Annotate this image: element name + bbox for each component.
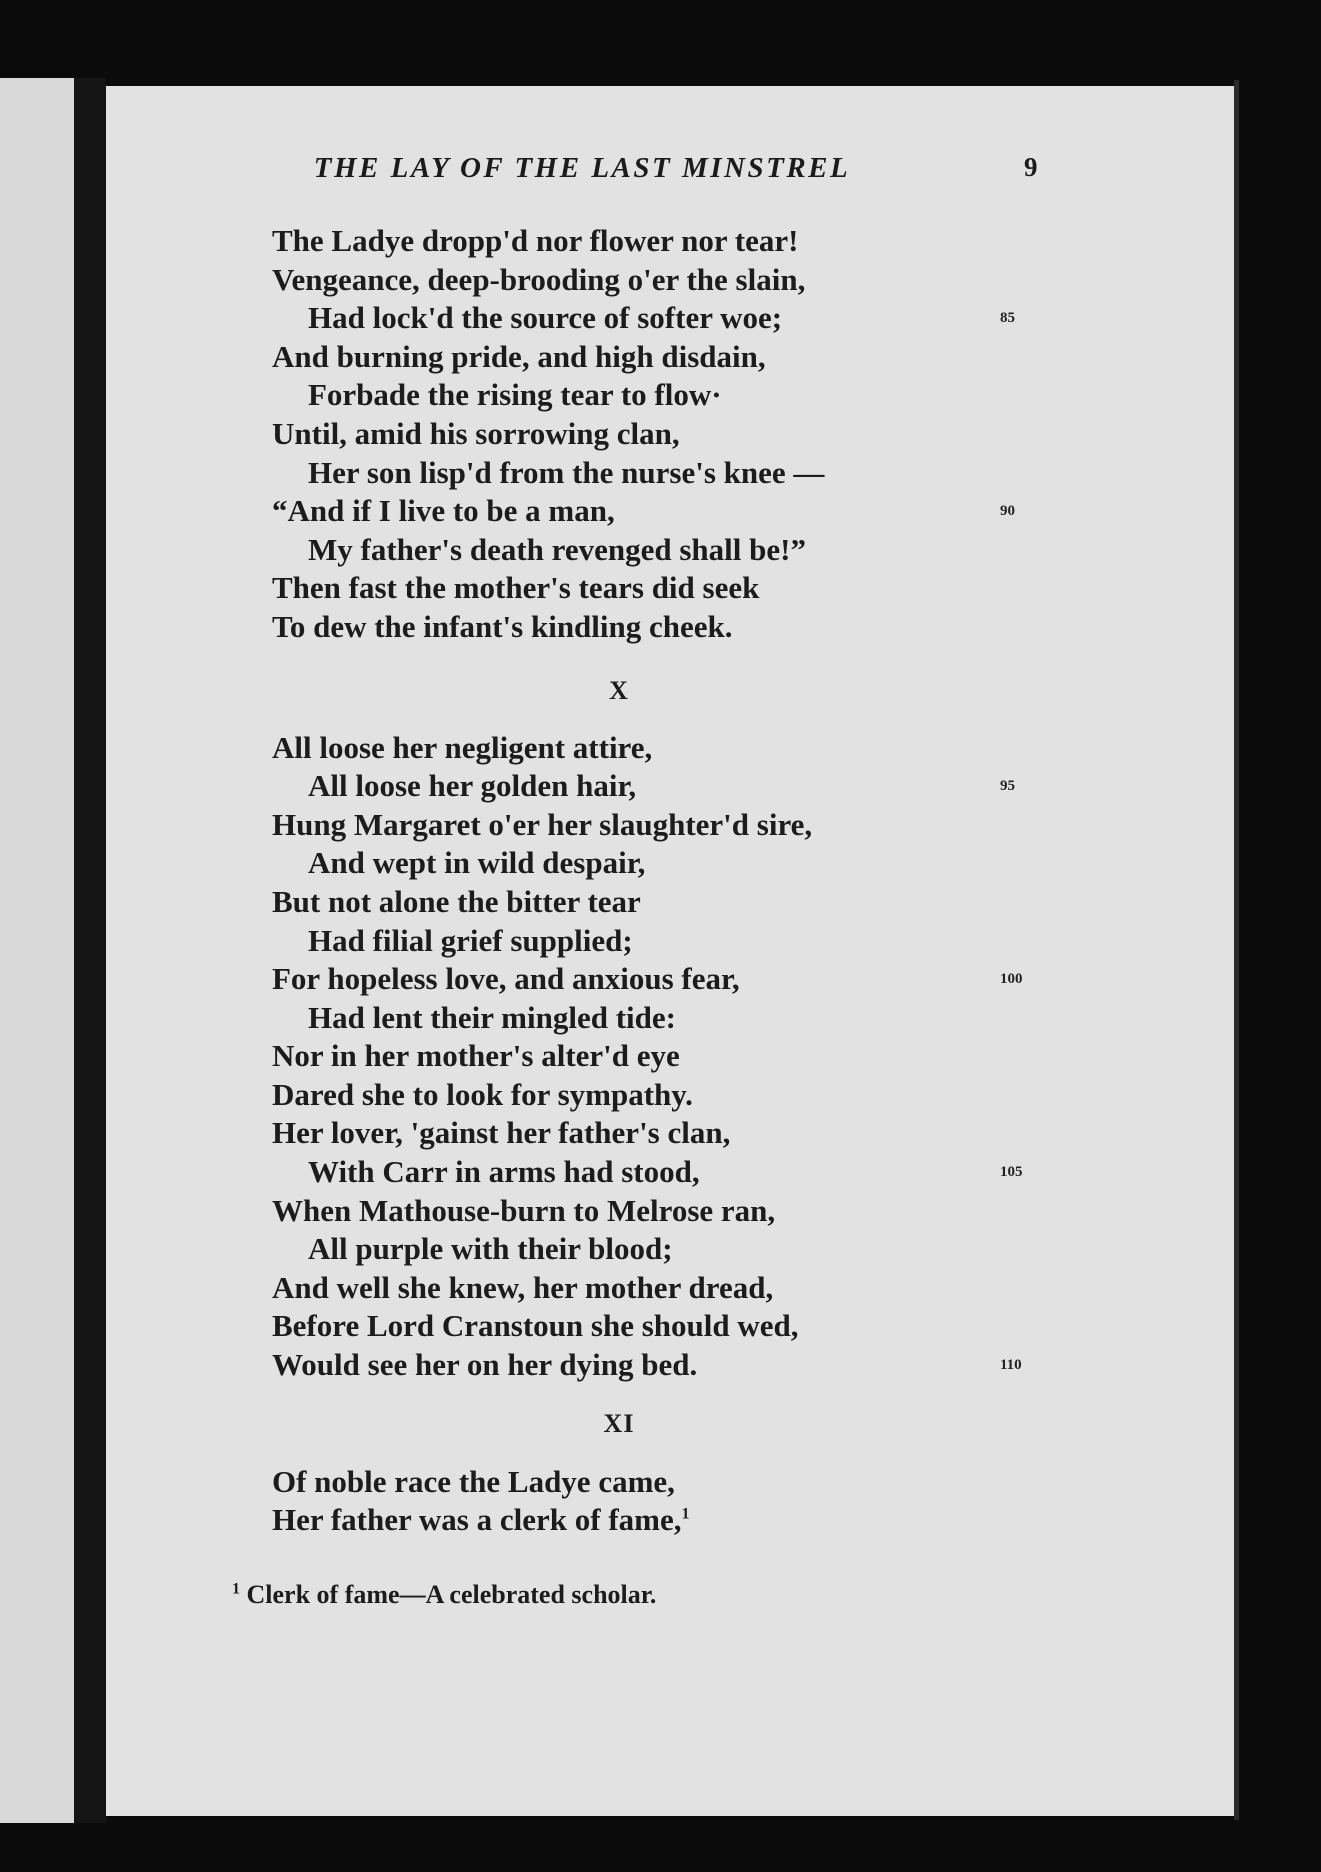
poem-line (272, 1307, 1072, 1346)
poem-line (272, 922, 1072, 961)
poem-line (272, 883, 1072, 922)
poem-line (272, 1153, 1072, 1192)
book-gutter (74, 78, 106, 1823)
poem-line (272, 1230, 1072, 1269)
poem-line-text: Had lock'd the source of softer woe; (308, 300, 783, 336)
poem-line (272, 492, 1072, 531)
poem-line-text: Vengeance, deep-brooding o'er the slain, (272, 261, 806, 297)
poem-line (272, 1114, 1072, 1153)
footnote-mark: 1 (232, 1580, 240, 1598)
poem-line (272, 1501, 1072, 1540)
poem-line-text: When Mathouse-burn to Melrose ran, (272, 1192, 776, 1228)
poem-line (272, 767, 1072, 806)
poem-line-text: Had filial grief supplied; (308, 922, 633, 958)
stanza-ix-continuation (272, 222, 1072, 647)
stanza-heading-x: X (609, 675, 629, 705)
line-number: 85 (1000, 310, 1015, 327)
poem-line (272, 844, 1072, 883)
poem-line (272, 806, 1072, 845)
line-number: 100 (1000, 971, 1023, 988)
poem-line-text: Had lent their mingled tide: (308, 999, 676, 1035)
footnote-text: —A celebrated scholar. (399, 1580, 657, 1609)
footnote-term: Clerk of fame (246, 1580, 400, 1609)
poem-line-text: All loose her golden hair, (308, 768, 637, 804)
page-header (212, 152, 1042, 192)
poem-line-text: Until, amid his sorrowing clan, (272, 415, 680, 451)
line-number: 110 (1000, 1357, 1022, 1374)
poem-line-text: Hung Margaret o'er her slaughter'd sire, (272, 806, 813, 842)
stanza-xi (272, 1463, 1072, 1540)
poem-line-text: Nor in her mother's alter'd eye (272, 1038, 680, 1074)
page-number: 9 (1024, 152, 1038, 182)
poem-line-text: Dared she to look for sympathy. (272, 1076, 693, 1112)
poem-line-text: And well she knew, her mother dread, (272, 1269, 774, 1305)
line-number: 90 (1000, 503, 1015, 520)
poem-body (272, 222, 1072, 1540)
poem-line (272, 1463, 1072, 1502)
poem-line (272, 338, 1072, 377)
poem-line (272, 729, 1072, 768)
footnote-reference: 1 (681, 1505, 690, 1523)
poem-line-text: To dew the infant's kindling cheek. (272, 608, 733, 644)
poem-line-text: Her lover, 'gainst her father's clan, (272, 1115, 731, 1151)
poem-line-text: Of noble race the Ladye came, (272, 1463, 675, 1499)
poem-line-text: With Carr in arms had stood, (308, 1154, 700, 1190)
poem-line-text: “And if I live to be a man, (272, 493, 615, 529)
poem-line-text: My father's death revenged shall be!” (308, 531, 806, 567)
poem-line (272, 1269, 1072, 1308)
stanza-x (272, 729, 1072, 1385)
poem-line-text: Before Lord Cranstoun she should wed, (272, 1308, 799, 1344)
poem-line-text: All purple with their blood; (308, 1231, 673, 1267)
page-edge-shadow (1234, 80, 1239, 1820)
poem-line (272, 1076, 1072, 1115)
poem-line-text: For hopeless love, and anxious fear, (272, 961, 740, 997)
running-title: THE LAY OF THE LAST MINSTREL (313, 152, 851, 184)
poem-line (272, 1192, 1072, 1231)
poem-line-text: But not alone the bitter tear (272, 883, 641, 919)
poem-line-text: Her son lisp'd from the nurse's knee — (308, 454, 825, 490)
stanza-heading-xi: XI (603, 1408, 635, 1438)
poem-line (272, 569, 1072, 608)
poem-line-text: Then fast the mother's tears did seek (272, 570, 760, 606)
poem-line-text: And wept in wild despair, (308, 845, 646, 881)
poem-line (272, 960, 1072, 999)
poem-line-text: Would see her on her dying bed. (272, 1347, 698, 1383)
poem-line (272, 415, 1072, 454)
poem-line (272, 261, 1072, 300)
poem-line (272, 608, 1072, 647)
poem-line (272, 999, 1072, 1038)
poem-line (272, 1346, 1072, 1385)
poem-line-text: Her father was a clerk of fame, (272, 1502, 682, 1538)
poem-line (272, 299, 1072, 338)
footnote (232, 1580, 656, 1610)
poem-line-text: Forbade the rising tear to flow· (308, 377, 722, 413)
facing-page-edge (0, 78, 74, 1823)
poem-line (272, 531, 1072, 570)
poem-line-text: And burning pride, and high disdain, (272, 338, 766, 374)
poem-line-text: The Ladye dropp'd nor flower nor tear! (272, 223, 799, 258)
poem-line (272, 454, 1072, 493)
poem-line (272, 222, 1072, 261)
poem-line-text: All loose her negligent attire, (272, 729, 653, 765)
line-number: 95 (1000, 778, 1015, 795)
poem-line (272, 376, 1072, 415)
poem-line (272, 1037, 1072, 1076)
line-number: 105 (1000, 1164, 1023, 1181)
